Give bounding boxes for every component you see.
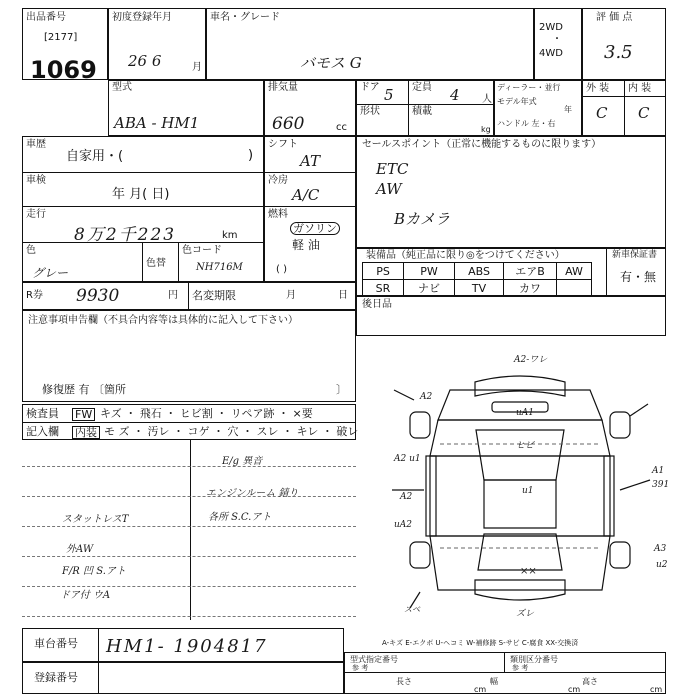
history-label: 車歴 bbox=[26, 139, 46, 150]
shaken-label: 車検 bbox=[26, 175, 46, 186]
class-sub: 参 考 bbox=[512, 664, 529, 672]
color-label: 色 bbox=[26, 245, 36, 256]
mileage-value: 8万2千223 bbox=[74, 225, 177, 245]
model-label: 型式 bbox=[112, 82, 132, 93]
width-label: 幅 bbox=[490, 677, 498, 686]
equip-tv: TV bbox=[455, 280, 504, 297]
selling-label: セールスポイント（正常に機能するものに限ります） bbox=[362, 139, 602, 150]
shape-label: 形状 bbox=[360, 106, 380, 117]
history-value: 自家用・( bbox=[66, 149, 124, 164]
type-cert-sub: 参 考 bbox=[352, 664, 369, 672]
class-label: 類別区分番号 bbox=[510, 655, 558, 664]
fuel-label: 燃料 bbox=[268, 209, 288, 220]
recycle-box bbox=[22, 282, 356, 310]
width-unit: cm bbox=[568, 685, 581, 694]
deadline-label: 名変期限 bbox=[192, 289, 236, 302]
equipment-table bbox=[362, 262, 592, 297]
note-outer-aw: 外AW bbox=[66, 544, 94, 555]
lot-label: 出品番号 bbox=[26, 12, 66, 23]
inspector-label-2: 記入欄 bbox=[26, 425, 59, 438]
selling-point-aw: AW bbox=[376, 180, 402, 198]
note-engine-room: エンジンルーム 錆り bbox=[206, 488, 299, 499]
fw-items: キズ ・ 飛石 ・ ヒビ割 ・ リペア跡 ・ ×要 bbox=[100, 407, 313, 420]
recycle-unit: 円 bbox=[168, 290, 178, 301]
dealer-label: ディーラー・並行 bbox=[497, 83, 561, 92]
cap-unit: 人 bbox=[482, 94, 492, 105]
ac-label: 冷房 bbox=[268, 175, 288, 186]
mark-a3: A3 bbox=[654, 544, 667, 554]
notes-label: 注意事項申告欄（不具合内容等は具体的に記入して下さい） bbox=[28, 315, 298, 326]
equip-abs: ABS bbox=[455, 263, 504, 280]
handle-label: ハンドル 左・右 bbox=[497, 119, 556, 128]
mark-sube: スベ bbox=[404, 605, 420, 614]
grade-value: 3.5 bbox=[604, 42, 633, 63]
length-unit: cm bbox=[474, 685, 487, 694]
shift-value: AT bbox=[300, 152, 321, 170]
int-inspect-label: 内装 bbox=[72, 426, 100, 439]
note-studless: スタットレスT bbox=[62, 514, 129, 525]
color-code-value: NH716M bbox=[196, 262, 243, 273]
equipment-label: 装備品（純正品に限り◎をつけてください） bbox=[366, 250, 565, 261]
mileage-unit: km bbox=[222, 230, 238, 241]
warranty-value: 有・無 bbox=[620, 270, 657, 284]
height-unit: cm bbox=[650, 685, 663, 694]
selling-point-camera: Bカメラ bbox=[394, 210, 451, 228]
ext-value: C bbox=[596, 104, 608, 122]
color-code-label: 色コード bbox=[182, 245, 222, 256]
mark-xx: ×× bbox=[520, 566, 537, 577]
rear-box bbox=[356, 296, 666, 336]
mark-zure: ズレ bbox=[516, 609, 535, 619]
registration-label: 登録番号 bbox=[34, 671, 78, 684]
history-paren-close: ) bbox=[248, 148, 254, 163]
fw-label: FW bbox=[72, 408, 95, 421]
note-engine-noise: E/g 異音 bbox=[222, 456, 263, 467]
repaint-label: 色替 bbox=[146, 258, 166, 269]
mark-a1-right: A1 bbox=[652, 466, 665, 476]
drive-2wd: 2WD bbox=[539, 22, 563, 33]
load-label: 積載 bbox=[412, 106, 432, 117]
lot-sub: [2177] bbox=[44, 32, 78, 43]
deadline-month: 月 bbox=[286, 290, 296, 301]
doors-value: 5 bbox=[384, 86, 394, 104]
first-reg-label: 初度登録年月 bbox=[112, 12, 172, 23]
fuel-value: ガソリン bbox=[290, 222, 340, 235]
note-various: 各所 S.C.アト bbox=[208, 512, 272, 523]
cap-label: 定員 bbox=[412, 82, 432, 93]
equip-leather: カワ bbox=[504, 280, 557, 297]
disp-unit: cc bbox=[336, 122, 347, 133]
mark-u2: u2 bbox=[656, 560, 668, 570]
shaken-value: 年 月( 日) bbox=[112, 187, 170, 202]
fuel-alt: 軽 油 bbox=[292, 238, 320, 252]
shift-label: シフト bbox=[268, 139, 298, 150]
mark-a2-u1-left: A2 u1 bbox=[394, 454, 421, 464]
mark-a2-left: A2 bbox=[400, 492, 413, 502]
chassis-value: HM1- 1904817 bbox=[106, 636, 268, 657]
equip-pw: PW bbox=[404, 263, 455, 280]
warranty-label: 新車保証書 bbox=[612, 250, 658, 260]
model-year-label: モデル年式 bbox=[497, 97, 537, 106]
model-value: ABA - HM1 bbox=[114, 114, 200, 132]
height-label: 高さ bbox=[582, 677, 598, 686]
model-year-unit: 年 bbox=[564, 105, 572, 114]
first-reg-month-unit: 月 bbox=[192, 62, 202, 73]
recycle-label: R券 bbox=[26, 290, 43, 301]
ext-label: 外 装 bbox=[586, 83, 610, 94]
drive-4wd: 4WD bbox=[539, 48, 563, 59]
mark-crack: ヒビ bbox=[516, 441, 535, 451]
equip-ps: PS bbox=[363, 263, 404, 280]
name-label: 車名・グレード bbox=[210, 12, 280, 23]
name-value: バモス G bbox=[300, 54, 362, 72]
length-label: 長さ bbox=[396, 677, 412, 686]
ac-value: A/C bbox=[292, 186, 320, 204]
chassis-label: 車台番号 bbox=[34, 637, 78, 650]
equip-aw: AW bbox=[557, 263, 592, 280]
doors-label: ドア bbox=[360, 82, 380, 93]
mark-u1-center: u1 bbox=[522, 486, 534, 496]
damage-legend: A-キズ E-エクボ U-ヘコミ W-補修跡 S-サビ C-腐食 XX-交換済 bbox=[382, 639, 579, 647]
selling-box bbox=[356, 136, 666, 248]
int-inspect-items: モ ズ ・ 汚レ ・ コゲ ・ 穴 ・ スレ ・ キレ ・ 破レ bbox=[104, 425, 359, 438]
lot-number: 1069 bbox=[30, 56, 97, 84]
inspector-label-1: 検査員 bbox=[26, 407, 59, 420]
equip-sr: SR bbox=[363, 280, 404, 297]
selling-point-etc: ETC bbox=[376, 160, 409, 178]
load-unit: kg bbox=[481, 125, 491, 134]
int-label: 内 装 bbox=[628, 83, 652, 94]
mark-ua1: uA1 bbox=[516, 408, 535, 418]
mark-391: 391 bbox=[652, 480, 670, 490]
disp-value: 660 bbox=[272, 114, 305, 134]
equip-navi: ナビ bbox=[404, 280, 455, 297]
note-door: ドア付 ウA bbox=[60, 590, 111, 601]
int-value: C bbox=[638, 104, 650, 122]
equip-airbag: エアB bbox=[504, 263, 557, 280]
mark-a2-front: A2 bbox=[420, 392, 433, 402]
drive-dot: ・ bbox=[552, 34, 562, 45]
cap-value: 4 bbox=[450, 86, 460, 104]
mark-a2-crack: A2-ワレ bbox=[514, 355, 548, 365]
fuel-paren: ( ) bbox=[276, 264, 287, 275]
grade-label: 評 価 点 bbox=[596, 12, 633, 23]
equip-empty bbox=[557, 280, 592, 297]
repair-close: 〕 bbox=[336, 383, 347, 396]
rear-label: 後日品 bbox=[362, 299, 392, 310]
note-fr-dent: F/R 凹 S.アト bbox=[62, 566, 126, 577]
history-box bbox=[22, 136, 264, 282]
first-reg-value: 26 6 bbox=[128, 52, 162, 70]
mark-ua2: uA2 bbox=[394, 520, 413, 530]
type-cert-label: 型式指定番号 bbox=[350, 655, 398, 664]
recycle-value: 9930 bbox=[76, 286, 120, 306]
deadline-day: 日 bbox=[338, 290, 348, 301]
mileage-label: 走行 bbox=[26, 209, 46, 220]
disp-label: 排気量 bbox=[268, 82, 298, 93]
color-value: グレー bbox=[32, 266, 69, 280]
repair-label: 修復歴 有 〔箇所 bbox=[42, 383, 126, 396]
